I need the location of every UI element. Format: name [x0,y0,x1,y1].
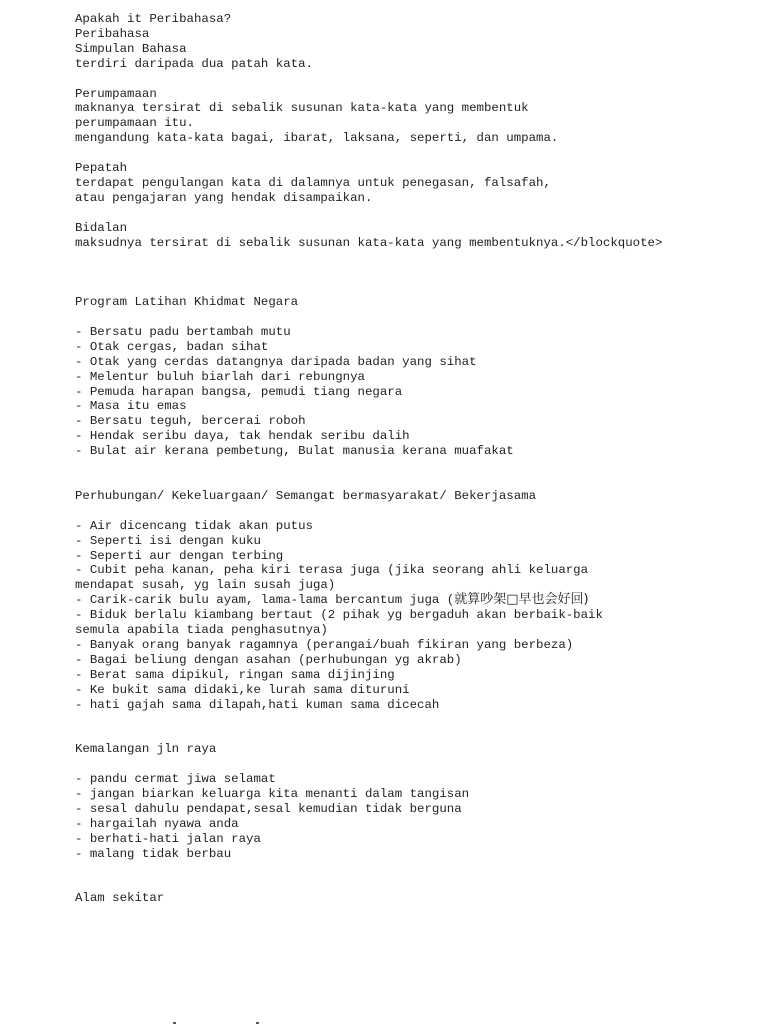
list-item-text: - Carik-carik bulu ayam, lama-lama bercantum juga ( [75,593,455,608]
list-item: - Ke bukit sama didaki,ke lurah sama dituruni [75,682,410,697]
list-item: - Masa itu emas [75,399,187,414]
list-item: - Bagai beliung dengan asahan (perhubungan yg akrab) [75,652,462,667]
definition-term: Bidalan [75,220,128,235]
list-item: - Seperti aur dengan terbing [75,548,284,563]
list-item: - Bersatu teguh, bercerai roboh [75,414,306,429]
definition-line: atau pengajaran yang hendak disampaikan. [75,190,373,205]
list-item [75,593,755,608]
definition-line: terdapat pengulangan kata di dalamnya untuk penegasan, falsafah, [75,175,551,190]
document-page [75,12,755,906]
section-heading: Program Latihan Khidmat Negara [75,295,299,310]
intro-description: terdiri daripada dua patah kata. [75,56,313,71]
list-item-continuation: mendapat susah, yg lain susah juga) [75,578,336,593]
section-program-latihan [75,295,755,459]
list-item: - Melentur buluh biarlah dari rebungnya [75,369,365,384]
definition-term: Pepatah [75,161,128,176]
section-heading: Kemalangan jln raya [75,742,217,757]
list-item: - Biduk berlalu kiambang bertaut (2 pihak yg bergaduh akan berbaik-baik [75,608,603,623]
list-item: - Seperti isi dengan kuku [75,533,261,548]
intro-block [75,12,755,72]
definition-bidalan [75,221,755,251]
list-item: - hargailah nyawa anda [75,816,239,831]
list-item: - Banyak orang banyak ragamnya (perangai/buah fikiran yang berbeza) [75,637,574,652]
section-perhubungan [75,489,755,713]
list-item: - hati gajah sama dilapah,hati kuman sama dicecah [75,697,440,712]
section-kemalangan [75,742,755,861]
intro-term-simpulan: Simpulan Bahasa [75,41,187,56]
list-item: - Otak cergas, badan sihat [75,339,269,354]
clipped-next-line [75,1016,675,1024]
definition-line: maksudnya tersirat di sebalik susunan kata-kata yang membentuknya.</blockquote> [75,235,663,250]
list-item: - Bulat air kerana pembetung, Bulat manusia kerana muafakat [75,444,514,459]
list-item: - Berat sama dipikul, ringan sama dijinjing [75,667,395,682]
list-item: - berhati-hati jalan raya [75,831,261,846]
definition-line: maknanya tersirat di sebalik susunan kata-kata yang membentuk [75,101,529,116]
definition-line: perumpamaan itu. [75,116,194,131]
section-heading: Perhubungan/ Kekeluargaan/ Semangat bermasyarakat/ Bekerjasama [75,488,537,503]
list-item: - pandu cermat jiwa selamat [75,772,276,787]
list-item: - sesal dahulu pendapat,sesal kemudian tidak berguna [75,801,462,816]
cjk-annotation: 就算吵架□早也会好回) [454,592,589,608]
definition-line: mengandung kata-kata bagai, ibarat, laksana, seperti, dan umpama. [75,131,559,146]
intro-question: Apakah it Peribahasa? [75,12,232,26]
definition-term: Perumpamaan [75,86,157,101]
definition-pepatah [75,161,755,206]
list-item: - Air dicencang tidak akan putus [75,518,313,533]
list-item-continuation: semula apabila tiada penghasutnya) [75,623,328,638]
list-item: - Bersatu padu bertambah mutu [75,324,291,339]
list-item: - Otak yang cerdas datangnya daripada badan yang sihat [75,354,477,369]
list-item: - malang tidak berbau [75,846,232,861]
section-alam-sekitar [75,891,755,906]
intro-term-peribahasa: Peribahasa [75,26,150,41]
definition-perumpamaan [75,87,755,147]
list-item: - jangan biarkan keluarga kita menanti dalam tangisan [75,786,470,801]
list-item: - Cubit peha kanan, peha kiri terasa juga (jika seorang ahli keluarga [75,563,589,578]
list-item: - Hendak seribu daya, tak hendak seribu dalih [75,429,410,444]
section-heading: Alam sekitar [75,891,165,906]
list-item: - Pemuda harapan bangsa, pemudi tiang negara [75,384,403,399]
